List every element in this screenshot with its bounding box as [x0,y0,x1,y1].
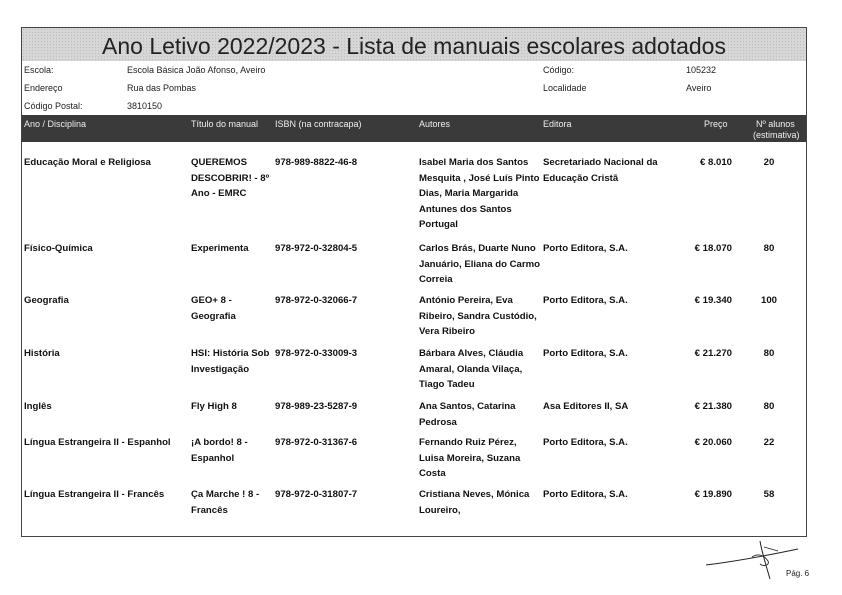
localidade-label: Localidade [543,83,587,93]
cell-titulo: Fly High 8 [191,401,237,412]
cell-disciplina: História [24,348,60,359]
cell-preco: € 20.060 [694,437,732,448]
cell-alunos: 80 [763,401,775,412]
header-isbn: ISBN (na contracapa) [275,119,362,129]
cell-autores: Carlos Brás, Duarte Nuno Januário, Eliana do Carmo Correia [419,243,541,285]
cell-autores: António Pereira, Eva Ribeiro, Sandra Custódio, Vera Ribeiro [419,295,537,337]
cell-preco: € 19.890 [694,489,732,500]
cell-alunos: 80 [763,243,775,254]
cell-isbn: 978-972-0-31367-6 [275,437,358,448]
cell-autores: Bárbara Alves, Cláudia Amaral, Olanda Vilaça, Tiago Tadeu [419,348,524,390]
cell-disciplina: Geografia [24,295,69,306]
cell-titulo: ¡A bordo! 8 - Espanhol [191,437,248,464]
page-number: Pág. 6 [786,569,810,578]
info-row-escola [22,61,806,79]
cell-preco: € 21.380 [694,401,732,412]
cell-autores: Ana Santos, Catarina Pedrosa [419,401,516,428]
school-info [22,61,806,115]
cell-isbn: 978-989-8822-46-8 [275,157,358,168]
cell-disciplina: Inglês [24,401,52,412]
cell-editora: Porto Editora, S.A. [543,489,628,500]
codigo-value: 105232 [686,65,717,75]
header-autores: Autores [419,119,451,129]
header-preco: Preço [704,119,728,129]
cell-preco: € 21.270 [694,348,732,359]
header-alunos-estimativa: (estimativa) [753,130,800,140]
cell-isbn: 978-972-0-32066-7 [275,295,358,306]
codigo-postal-value: 3810150 [127,101,163,111]
cell-editora: Porto Editora, S.A. [543,437,628,448]
endereco-value: Rua das Pombas [127,83,197,93]
document-frame [21,27,807,537]
cell-autores: Isabel Maria dos Santos Mesquita , José Luís Pinto Dias, Maria Margarida Antunes dos Santos Portugal [419,157,540,230]
cell-editora: Asa Editores II, SA [543,401,629,412]
cell-editora: Porto Editora, S.A. [543,243,628,254]
header-editora: Editora [543,119,572,129]
cell-preco: € 19.340 [694,295,732,306]
header-alunos: Nº alunos [756,119,795,129]
info-row-codigo-postal [22,97,806,115]
cell-editora: Secretariado Nacional da Educação Cristã [543,157,658,184]
cell-isbn: 978-972-0-32804-5 [275,243,358,254]
endereco-label: Endereço [24,83,63,93]
header-disciplina: Ano / Disciplina [24,119,87,129]
cell-autores: Cristiana Neves, Mónica Loureiro, [419,489,530,516]
signature-stroke-tick [764,547,778,551]
cell-alunos: 100 [760,295,777,306]
cell-preco: € 8.010 [699,157,732,168]
cell-titulo: Ça Marche ! 8 - Francês [191,489,260,516]
page-title: Ano Letivo 2022/2023 - Lista de manuais escolares adotados [22,28,806,61]
cell-autores: Fernando Ruiz Pérez, Luisa Moreira, Suzana Costa [419,437,521,479]
cell-titulo: QUEREMOS DESCOBRIR! - 8º Ano - EMRC [191,157,270,199]
table-header [22,115,806,142]
codigo-label: Código: [543,65,575,75]
cell-alunos: 20 [763,157,775,168]
signature-stroke-vertical [760,541,770,579]
cell-alunos: 80 [763,348,775,359]
cell-editora: Porto Editora, S.A. [543,348,628,359]
header-titulo: Título do manual [191,119,259,129]
cell-isbn: 978-972-0-31807-7 [275,489,358,500]
cell-disciplina: Língua Estrangeira II - Espanhol [24,437,171,448]
cell-disciplina: Língua Estrangeira II - Francês [24,489,165,500]
localidade-value: Aveiro [686,83,712,93]
cell-disciplina: Educação Moral e Religiosa [24,157,151,168]
cell-preco: € 18.070 [694,243,732,254]
cell-titulo: GEO+ 8 - Geografia [191,295,236,322]
escola-value: Escola Básica João Afonso, Aveiro [127,65,266,75]
cell-titulo: Experimenta [191,243,249,254]
codigo-postal-label: Código Postal: [24,101,83,111]
cell-isbn: 978-972-0-33009-3 [275,348,358,359]
cell-isbn: 978-989-23-5287-9 [275,401,358,412]
escola-label: Escola: [24,65,54,75]
info-row-endereco [22,79,806,97]
cell-alunos: 22 [763,437,775,448]
cell-editora: Porto Editora, S.A. [543,295,628,306]
cell-disciplina: Físico-Química [24,243,93,254]
cell-alunos: 58 [763,489,775,500]
cell-titulo: HSI: História Sob Investigação [191,348,270,375]
